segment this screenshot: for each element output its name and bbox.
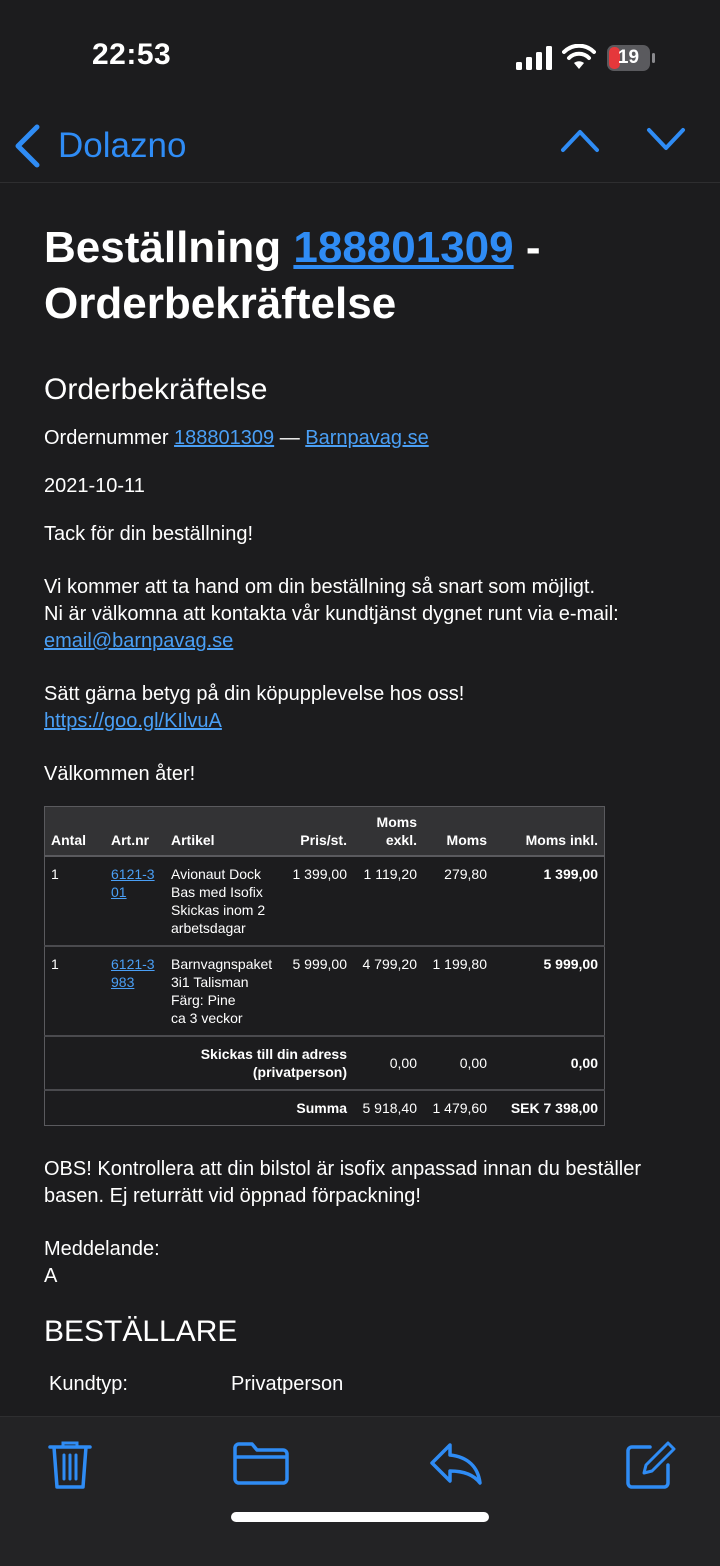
battery-level: 19 (617, 47, 640, 68)
row-vat: 279,80 (423, 856, 493, 946)
article-line: arbetsdagar (171, 920, 246, 936)
total-label: Summa (296, 1100, 347, 1116)
row-price: 1 399,00 (283, 856, 353, 946)
info-line-2: Ni är välkomna att kontakta vår kundtjänst dygnet runt via e-mail: (44, 603, 619, 625)
customer-type-row (44, 1371, 694, 1398)
col-incl: Moms inkl. (493, 807, 605, 857)
subject-line2: Orderbekräftelse (44, 279, 397, 328)
row-incl: 5 999,00 (493, 946, 605, 1036)
chevron-left-icon (14, 124, 40, 168)
row-article (165, 856, 283, 946)
col-excl: Moms exkl. (353, 807, 423, 857)
order-number-label: Ordernummer (44, 427, 169, 449)
order-table (44, 806, 605, 1126)
battery-indicator (606, 44, 656, 72)
row-article (165, 946, 283, 1036)
article-line: Barnvagnspaket (171, 956, 273, 972)
row-artnr-link[interactable]: 6121-301 (111, 866, 155, 900)
rating-link[interactable]: https://goo.gl/KIlvuA (44, 710, 222, 732)
total-incl: SEK 7 398,00 (510, 1100, 598, 1116)
wifi-icon (562, 44, 596, 70)
article-line: Skickas inom 2 (171, 902, 266, 918)
article-line: Avionaut Dock (171, 866, 262, 882)
total-row (45, 1090, 605, 1126)
chevron-up-icon[interactable] (560, 126, 600, 154)
order-number-link[interactable]: 188801309 (174, 427, 275, 449)
shipping-vat: 0,00 (423, 1036, 493, 1090)
row-artnr-link[interactable]: 6121-3983 (111, 956, 155, 990)
status-bar (0, 0, 720, 110)
thanks-text: Tack för din beställning! (44, 523, 254, 545)
rating-prompt: Sätt gärna betyg på din köpupplevelse hos oss! (44, 683, 465, 705)
row-excl: 1 119,20 (353, 856, 423, 946)
order-number-line (44, 425, 694, 452)
row-price: 5 999,00 (283, 946, 353, 1036)
subject-prefix: Beställning (44, 223, 282, 272)
info-text (44, 574, 694, 655)
table-row (45, 946, 605, 1036)
shipping-incl: 0,00 (493, 1036, 605, 1090)
obs-notice: OBS! Kontrollera att din bilstol är isofix anpassad innan du beställer basen. Ej returrätt vid öppnad förpackning! (44, 1158, 642, 1207)
email-subject (44, 220, 684, 332)
row-vat: 1 199,80 (423, 946, 493, 1036)
cellular-signal-icon (516, 46, 552, 70)
customer-type-value: Privatperson (231, 1373, 344, 1395)
row-incl: 1 399,00 (493, 856, 605, 946)
shipping-label: Skickas till din adress (privatperson) (45, 1036, 354, 1090)
subject-suffix: - (525, 223, 541, 272)
total-excl: 5 918,40 (362, 1100, 417, 1116)
chevron-down-icon[interactable] (646, 126, 686, 154)
customer-type-label: Kundtyp: (49, 1373, 128, 1395)
shipping-row (45, 1036, 605, 1090)
welcome-text: Välkommen åter! (44, 763, 196, 785)
confirmation-heading: Orderbekräftelse (44, 373, 268, 406)
buyer-heading: BESTÄLLARE (44, 1315, 238, 1348)
order-separator: — (279, 427, 300, 449)
article-line: Bas med Isofix (171, 884, 263, 900)
col-price: Pris/st. (283, 807, 353, 857)
email-content[interactable] (0, 196, 720, 1416)
message-value: A (44, 1265, 58, 1287)
folder-icon[interactable] (232, 1439, 290, 1487)
table-header-row (45, 807, 605, 857)
col-vat: Moms (423, 807, 493, 857)
row-qty: 1 (45, 946, 106, 1036)
table-row (45, 856, 605, 946)
col-qty: Antal (45, 807, 106, 857)
article-line: ca 3 veckor (171, 1010, 243, 1026)
reply-icon[interactable] (428, 1439, 484, 1487)
back-label: Dolazno (58, 126, 187, 165)
status-time: 22:53 (92, 38, 172, 71)
compose-icon[interactable] (624, 1439, 676, 1491)
back-button[interactable] (14, 116, 186, 176)
info-line-1: Vi kommer att ta hand om din beställning så snart som möjligt. (44, 576, 595, 598)
home-indicator[interactable] (231, 1512, 489, 1522)
row-excl: 4 799,20 (353, 946, 423, 1036)
message-label: Meddelande: (44, 1238, 160, 1260)
email-body (44, 373, 694, 1398)
rating-text (44, 681, 694, 735)
order-date: 2021-10-11 (44, 475, 145, 497)
row-qty: 1 (45, 856, 106, 946)
shipping-excl: 0,00 (353, 1036, 423, 1090)
col-artnr: Art.nr (105, 807, 165, 857)
mail-toolbar (0, 1416, 720, 1566)
article-line: Färg: Pine (171, 992, 236, 1008)
support-email-link[interactable]: email@barnpavag.se (44, 630, 234, 652)
trash-icon[interactable] (46, 1439, 94, 1491)
total-vat: 1 479,60 (432, 1100, 487, 1116)
message-block (44, 1236, 694, 1290)
subject-order-link[interactable]: 188801309 (293, 223, 514, 272)
mail-nav-bar (0, 110, 720, 183)
col-article: Artikel (165, 807, 283, 857)
shop-link[interactable]: Barnpavag.se (305, 427, 429, 449)
article-line: 3i1 Talisman (171, 974, 249, 990)
